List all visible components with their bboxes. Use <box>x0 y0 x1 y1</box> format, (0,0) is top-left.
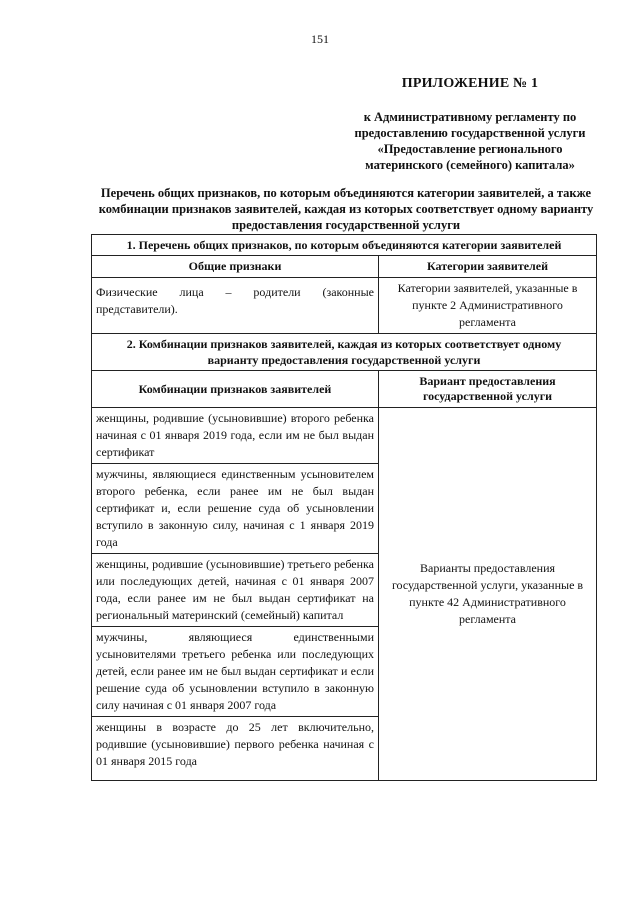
section2-title: 2. Комбинации признаков заявителей, каждая из которых соответствует одному варианту предоставления государственной услуги <box>92 334 597 371</box>
appendix-title: ПРИЛОЖЕНИЕ № 1 <box>401 76 539 91</box>
section2-col-right-header: Вариант предоставления государственной услуги <box>379 371 597 408</box>
combination-cell: мужчины, являющиеся единственными усыновителями третьего ребенка или последующих детей, если ранее им не был выдан сертификат и если решение суда об усыновлении вступило в законную силу начиная с 01 января 2007 года <box>92 627 379 717</box>
section1-title: 1. Перечень общих признаков, по которым объединяются категории заявителей <box>92 235 597 256</box>
section1-title-row <box>92 235 597 256</box>
section1-applicant-categories: Категории заявителей, указанные в пункте 2 Административного регламента <box>379 278 597 334</box>
appendix-reference: к Административному регламенту по предоставлению государственной услуги «Предоставление регионального материнского (семейного) капитала» <box>354 110 586 172</box>
section1-data-row <box>92 278 597 334</box>
document-heading: Перечень общих признаков, по которым объединяются категории заявителей, а также комбинации признаков заявителей, каждая из которых соответствует одному варианту предоставления государственной услуги <box>98 186 594 232</box>
section2-col-left-header: Комбинации признаков заявителей <box>92 371 379 408</box>
combination-cell: женщины в возрасте до 25 лет включительно, родившие (усыновившие) первого ребенка начиная с 01 января 2015 года <box>92 717 379 781</box>
combination-cell: женщины, родившие (усыновившие) второго ребенка начиная с 01 января 2019 года, если им не был выдан сертификат <box>92 408 379 464</box>
section2-title-row <box>92 334 597 371</box>
section1-header-row <box>92 256 597 278</box>
service-variant-cell: Варианты предоставления государственной услуги, указанные в пункте 42 Административного регламента <box>379 408 597 781</box>
section1-col-right-header: Категории заявителей <box>379 256 597 278</box>
table-row <box>92 408 597 464</box>
section1-common-features: Физические лица – родители (законные представители). <box>92 278 379 334</box>
applicant-categories-table <box>91 234 597 781</box>
section2-header-row <box>92 371 597 408</box>
section1-col-left-header: Общие признаки <box>92 256 379 278</box>
page-number: 151 <box>311 32 329 46</box>
combination-cell: мужчины, являющиеся единственным усыновителем второго ребенка, если ранее им не был выдан сертификат и, если решение суда об усыновлении вступило в законную силу, начиная с 1 января 2019 года <box>92 464 379 554</box>
combination-cell: женщины, родившие (усыновившие) третьего ребенка или последующих детей, начиная с 01 января 2007 года, если ранее им не был выдан сертификат на региональный материнский (семейный) капитал <box>92 554 379 627</box>
